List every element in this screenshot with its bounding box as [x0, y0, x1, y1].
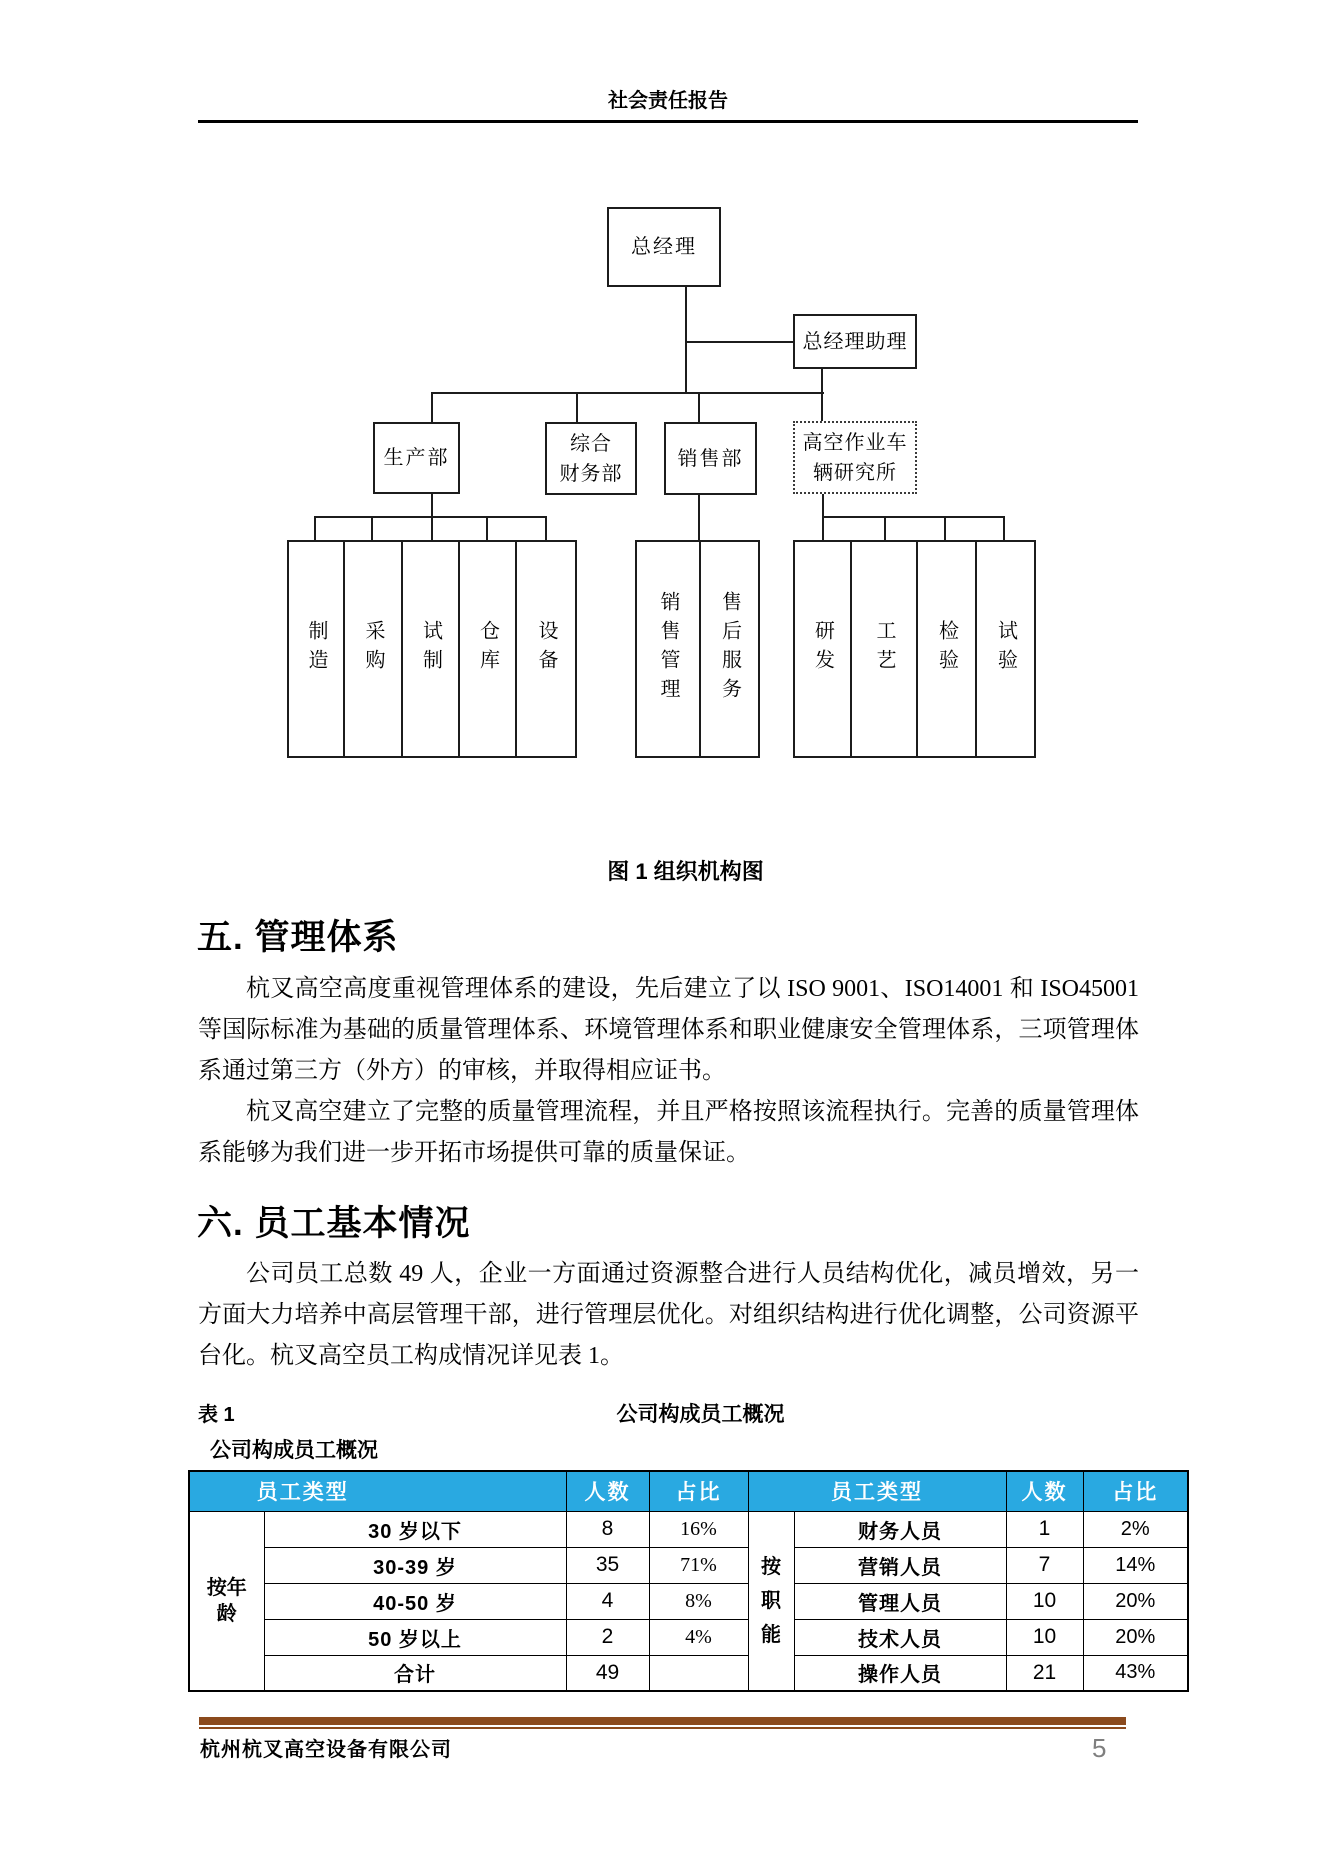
connector-line — [822, 516, 1005, 518]
connector-line — [314, 516, 547, 518]
group-by-age-cell — [189, 1511, 264, 1691]
section-5-paragraph-1: 杭叉高空高度重视管理体系的建设，先后建立了以 ISO 9001、ISO14001 和 ISO45001 等国际标准为基础的质量管理体系、环境管理体系和职业健康安全管理体系，三项管理体系通过第三方（外方）的审核，并取得相应证书。 — [198, 976, 1139, 1084]
header-count-right: 人数 — [1006, 1471, 1083, 1511]
org-node-sales-management — [635, 540, 701, 758]
org-node-label: 制造 — [305, 620, 327, 678]
org-node-label-line: 高空作业车 — [802, 431, 908, 454]
org-node-after-sales-service — [699, 540, 760, 758]
connector-line — [1003, 516, 1005, 540]
connector-line — [698, 392, 700, 422]
function-category: 技术人员 — [794, 1619, 1006, 1655]
org-node-label: 检验 — [935, 620, 958, 678]
age-count: 2 — [566, 1619, 649, 1655]
function-count: 1 — [1006, 1511, 1083, 1547]
footer-company-name: 杭州杭叉高空设备有限公司 — [200, 1739, 452, 1761]
function-count: 10 — [1006, 1583, 1083, 1619]
function-category: 操作人员 — [794, 1655, 1006, 1691]
age-ratio: 71% — [649, 1547, 748, 1583]
org-node-label: 总经理助理 — [802, 330, 908, 353]
connector-line — [884, 516, 886, 540]
org-node-label: 设备 — [535, 620, 557, 678]
org-node-process — [850, 540, 918, 758]
org-node-label: 生产部 — [383, 447, 450, 469]
age-category: 30-39 岁 — [264, 1547, 566, 1583]
org-node-label: 试制 — [419, 620, 442, 678]
connector-line — [944, 516, 946, 540]
age-ratio: 16% — [649, 1511, 748, 1547]
page-header-title: 社会责任报告 — [608, 90, 728, 112]
age-category-total: 合计 — [264, 1655, 566, 1691]
section-heading-5: 五. 管理体系 — [197, 918, 399, 957]
table-row — [189, 1619, 1188, 1655]
org-node-testing — [975, 540, 1036, 758]
table-row — [189, 1583, 1188, 1619]
group-label-line: 按年 — [206, 1576, 247, 1599]
org-node-manufacturing — [287, 540, 345, 758]
section-6-paragraph-1: 公司员工总数 49 人，企业一方面通过资源整合进行人员结构优化，减员增效，另一方面大力培养中高层管理干部，进行管理层优化。对组织结构进行优化调整，公司资源平台化。杭叉高空员工构成情况详见表 1。 — [198, 1261, 1139, 1369]
table-row — [189, 1511, 1188, 1547]
function-count: 21 — [1006, 1655, 1083, 1691]
org-node-label: 总经理 — [631, 236, 697, 258]
function-category: 营销人员 — [794, 1547, 1006, 1583]
table-reference-line — [198, 1398, 1139, 1428]
function-category: 管理人员 — [794, 1583, 1006, 1619]
connector-line — [685, 341, 793, 343]
header-employee-type-left: 员工类型 — [189, 1471, 566, 1511]
org-node-label: 研发 — [811, 620, 834, 678]
group-label: 按职能 — [761, 1555, 781, 1646]
group-by-function-cell — [748, 1511, 794, 1691]
table-ref-title: 公司构成员工概况 — [616, 1403, 785, 1426]
connector-line — [486, 516, 488, 540]
function-ratio: 2% — [1083, 1511, 1188, 1547]
employee-composition-table — [188, 1470, 1189, 1692]
age-category: 30 岁以下 — [264, 1511, 566, 1547]
function-ratio: 20% — [1083, 1583, 1188, 1619]
figure-caption: 图 1 组织机构图 — [607, 859, 764, 884]
connector-line — [432, 392, 824, 394]
age-ratio-total — [649, 1655, 748, 1691]
connector-line — [685, 287, 687, 393]
org-node-equipment — [515, 540, 577, 758]
org-node-label-line: 财务部 — [559, 462, 623, 485]
footer-rule-thin — [199, 1727, 1126, 1729]
section-5-paragraph-2: 杭叉高空建立了完整的质量管理流程，并且严格按照该流程执行。完善的质量管理体系能够为我们进一步开拓市场提供可靠的质量保证。 — [198, 1099, 1139, 1166]
connector-line — [822, 494, 824, 516]
function-count: 10 — [1006, 1619, 1083, 1655]
connector-line — [821, 369, 823, 422]
footer-rule-thick — [199, 1717, 1126, 1725]
org-node-warehouse — [458, 540, 517, 758]
function-count: 7 — [1006, 1547, 1083, 1583]
age-count: 35 — [566, 1547, 649, 1583]
org-node-inspection — [916, 540, 977, 758]
age-ratio: 4% — [649, 1619, 748, 1655]
org-node-label — [803, 428, 908, 488]
header-ratio-left: 占比 — [649, 1471, 748, 1511]
org-node-label-line: 综合 — [570, 432, 612, 455]
age-ratio: 8% — [649, 1583, 748, 1619]
table-header-row — [189, 1471, 1188, 1511]
org-node-label: 销售管理 — [657, 591, 679, 707]
function-ratio: 20% — [1083, 1619, 1188, 1655]
section-heading-6: 六. 员工基本情况 — [197, 1204, 471, 1243]
connector-line — [822, 516, 824, 540]
age-count: 8 — [566, 1511, 649, 1547]
connector-line — [545, 516, 547, 540]
table-title: 公司构成员工概况 — [210, 1439, 378, 1462]
age-category: 50 岁以上 — [264, 1619, 566, 1655]
org-node-institute — [793, 421, 917, 494]
connector-line — [576, 392, 578, 422]
age-category: 40-50 岁 — [264, 1583, 566, 1619]
org-node-label: 工艺 — [873, 620, 895, 678]
org-node-purchasing — [343, 540, 403, 758]
connector-line — [314, 516, 316, 540]
org-node-label — [560, 429, 623, 489]
org-node-gm-assistant — [793, 314, 917, 369]
header-ratio-right: 占比 — [1083, 1471, 1188, 1511]
page-number: 5 — [1092, 1733, 1107, 1763]
org-node-label-line: 辆研究所 — [813, 461, 897, 484]
function-ratio: 14% — [1083, 1547, 1188, 1583]
table-ref-label: 表 1 — [198, 1404, 235, 1426]
function-category: 财务人员 — [794, 1511, 1006, 1547]
age-count-total: 49 — [566, 1655, 649, 1691]
org-node-label: 售后服务 — [718, 591, 741, 707]
connector-line — [431, 392, 433, 422]
org-node-label: 试验 — [994, 620, 1017, 678]
org-node-label: 销售部 — [677, 447, 744, 470]
group-label-line: 龄 — [216, 1602, 237, 1625]
table-row — [189, 1655, 1188, 1691]
connector-line — [371, 516, 373, 540]
header-employee-type-right: 员工类型 — [748, 1471, 1006, 1511]
age-count: 4 — [566, 1583, 649, 1619]
org-node-finance-dept — [545, 422, 637, 495]
org-node-general-manager — [607, 207, 721, 287]
org-chart — [0, 0, 1323, 800]
connector-line — [698, 495, 700, 540]
org-node-label: 仓库 — [476, 620, 499, 678]
table-row — [189, 1547, 1188, 1583]
org-node-rnd — [793, 540, 852, 758]
header-count-left: 人数 — [566, 1471, 649, 1511]
org-node-trial-production — [401, 540, 460, 758]
org-node-label: 采购 — [362, 620, 384, 678]
org-node-production-dept — [373, 422, 460, 494]
function-ratio: 43% — [1083, 1655, 1188, 1691]
org-node-sales-dept — [664, 422, 757, 495]
